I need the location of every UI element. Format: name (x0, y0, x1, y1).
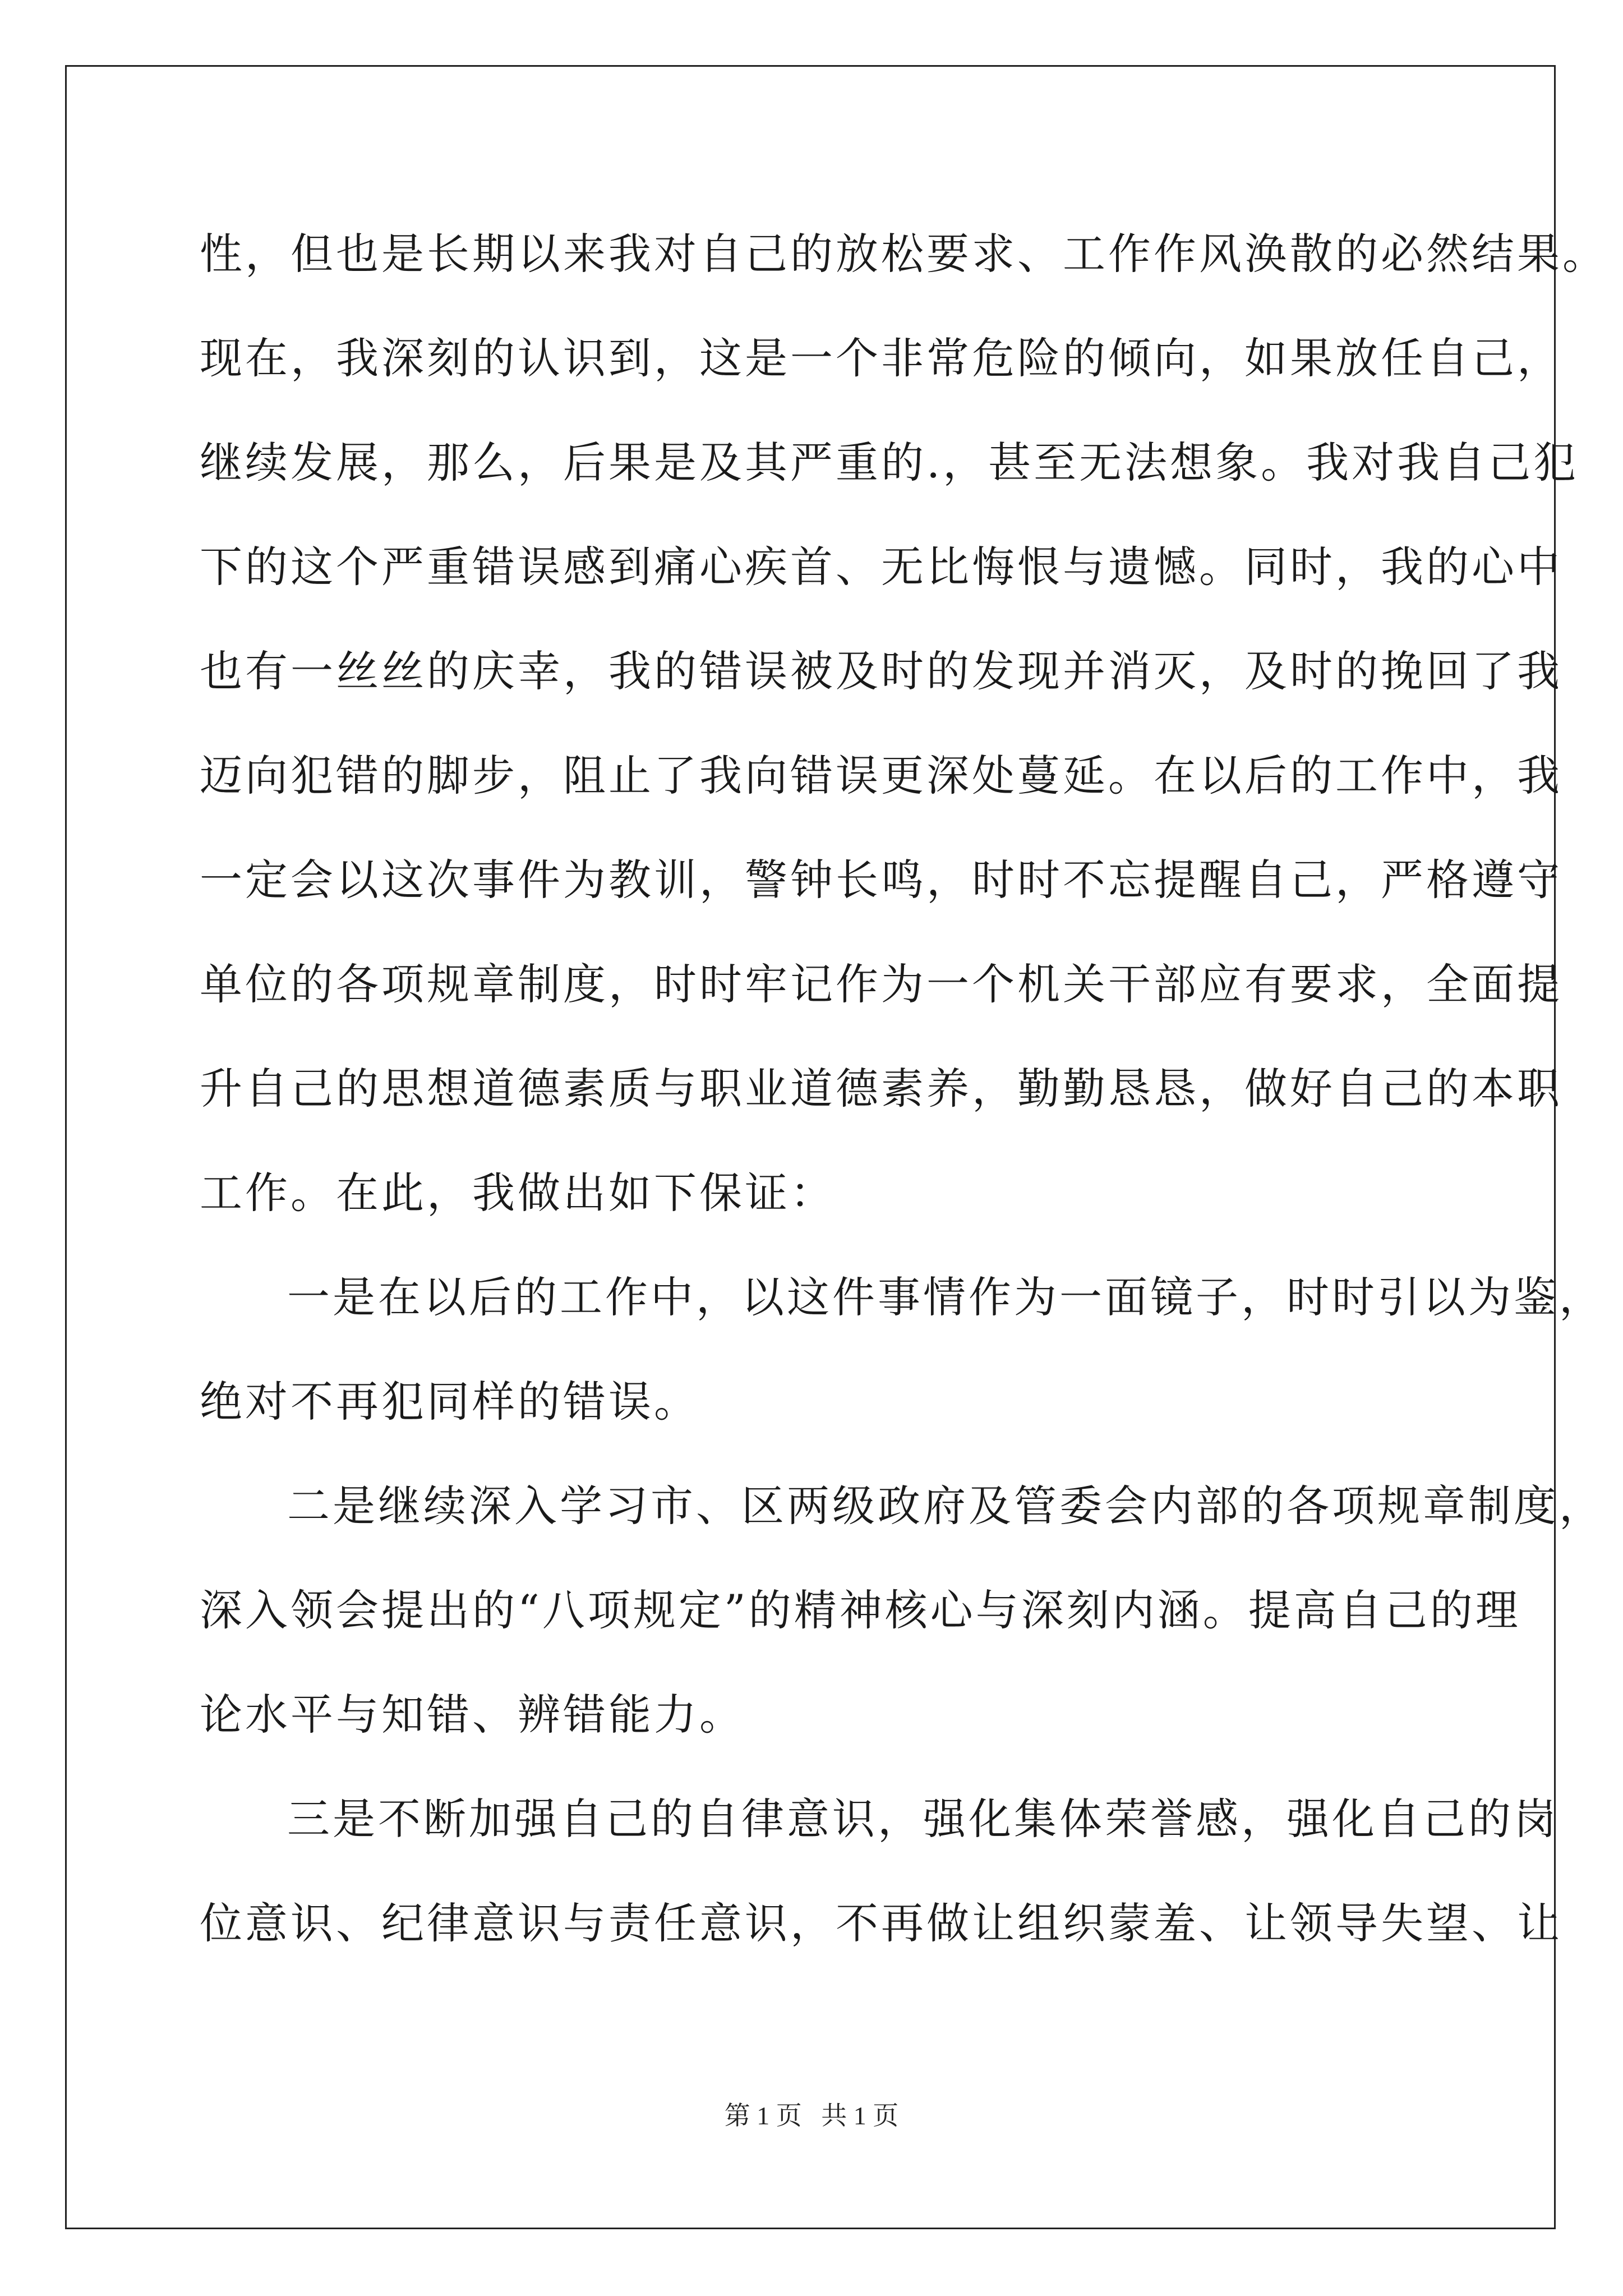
document-body (200, 212, 1608, 1986)
text-line: 一定会以这次事件为教训，警钟长鸣，时时不忘提醒自己，严格遵守 (200, 855, 1562, 905)
page-footer: 第 1 页 共 1 页 (724, 2101, 899, 2130)
paragraph-first-line: 二是继续深入学习市、区两级政府及管委会内部的各项规章制度， (287, 1481, 1604, 1531)
text-line: 单位的各项规章制度，时时牢记作为一个机关干部应有要求，全面提 (200, 959, 1562, 1009)
text-line: 也有一丝丝的庆幸，我的错误被及时的发现并消灭，及时的挽回了我 (200, 646, 1562, 696)
text-line: 位意识、纪律意识与责任意识，不再做让组织蒙羞、让领导失望、让 (200, 1898, 1562, 1948)
text-line: 性，但也是长期以来我对自己的放松要求、工作作风涣散的必然结果。 (200, 229, 1608, 279)
text-line: 迈向犯错的脚步，阻止了我向错误更深处蔓延。在以后的工作中，我 (200, 751, 1562, 800)
text-line: 深入领会提出的“八项规定”的精神核心与深刻内涵。提高自己的理 (200, 1585, 1521, 1635)
paragraph-first-line: 三是不断加强自己的自律意识，强化集体荣誉感，强化自己的岗 (287, 1794, 1559, 1844)
text-line: 升自己的思想道德素质与职业道德素养，勤勤恳恳，做好自己的本职 (200, 1064, 1562, 1114)
text-line: 继续发展，那么，后果是及其严重的.，甚至无法想象。我对我自己犯 (200, 438, 1579, 487)
text-line: 绝对不再犯同样的错误。 (200, 1377, 699, 1427)
paragraph-first-line: 一是在以后的工作中，以这件事情作为一面镜子，时时引以为鉴， (287, 1272, 1604, 1322)
text-line: 论水平与知错、辨错能力。 (200, 1690, 745, 1740)
text-line: 下的这个严重错误感到痛心疾首、无比悔恨与遗憾。同时，我的心中 (200, 542, 1562, 592)
text-line: 工作。在此，我做出如下保证： (200, 1168, 836, 1218)
text-line: 现在，我深刻的认识到，这是一个非常危险的倾向，如果放任自己， (200, 333, 1562, 383)
